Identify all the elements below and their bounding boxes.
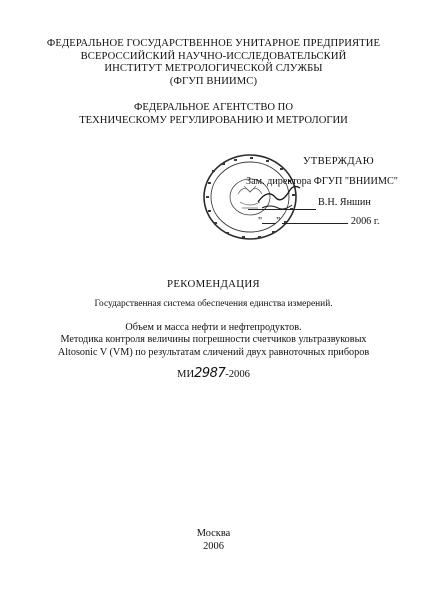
approval-block [0,0,427,260]
header-line: ВСЕРОССИЙСКИЙ НАУЧНО-ИССЛЕДОВАТЕЛЬСКИЙ [80,50,347,62]
approval-title: УТВЕРЖДАЮ [303,156,374,167]
approver-name: В.Н. Яншин [318,197,371,208]
handwritten-number: 2987 [194,366,226,381]
month-blank [282,223,348,224]
publication-year: 2006 [203,541,224,552]
number-prefix: МИ [177,369,195,380]
document-number [0,366,427,381]
approval-date [258,216,379,227]
title-line: Altosonic V (VM) по результатам сличений двух равноточных приборов [57,346,370,358]
agency-line: ТЕХНИЧЕСКОМУ РЕГУЛИРОВАНИЮ И МЕТРОЛОГИИ [79,114,348,126]
header-line: ФЕДЕРАЛЬНОЕ ГОСУДАРСТВЕННОЕ УНИТАРНОЕ ПРЕДПРИЯТИЕ [46,38,381,49]
title-line: Объем и масса нефти и нефтепродуктов. [125,322,302,333]
approver-position: Зам. директора ФГУП "ВНИИМС" [246,176,398,187]
city: Москва [196,528,231,539]
header-line: ИНСТИТУТ МЕТРОЛОГИЧЕСКОЙ СЛУЖБЫ [104,63,323,75]
approval-year: 2006 г. [350,216,380,227]
header-line: (ФГУП ВНИИМС) [169,75,258,87]
signature-line [248,209,316,210]
document-type: РЕКОМЕНДАЦИЯ [167,278,260,290]
document-subtitle: Государственная система обеспечения единства измерений. [94,299,333,309]
date-quote-open: " [258,216,263,227]
title-line: Методика контроля величины погрешности счетчиков ультразвуковых [60,334,367,346]
seal-stamp-icon [200,150,304,244]
document-title [0,322,427,359]
agency-line: ФЕДЕРАЛЬНОЕ АГЕНТСТВО ПО [134,102,293,113]
number-suffix: -2006 [225,369,250,380]
publication-place [0,527,427,553]
day-blank [262,223,276,224]
date-quote-close: " [276,216,281,227]
